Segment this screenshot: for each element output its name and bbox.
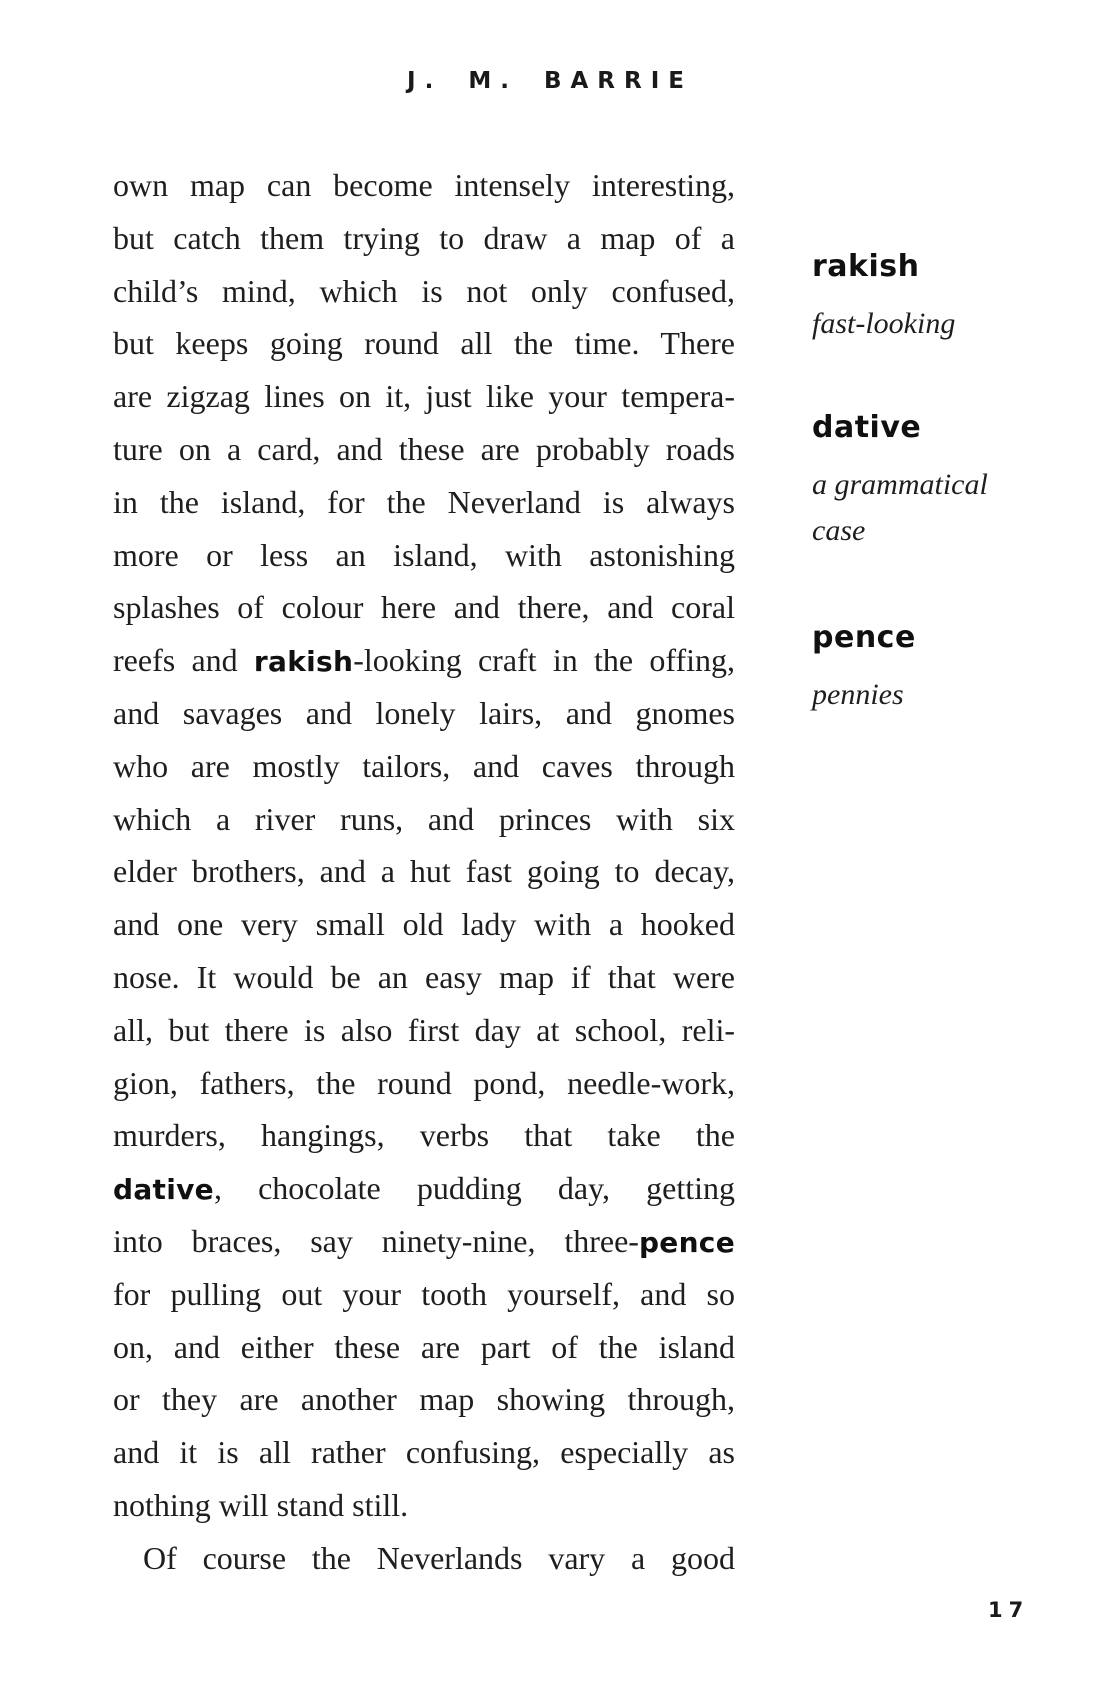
text-line — [113, 898, 735, 951]
glossary-definition: pennies — [812, 678, 904, 711]
glossary-term-inline: dative — [113, 1173, 214, 1207]
margin-note-pence — [812, 616, 1042, 718]
body-text-segment: and it is all rather confusing, especially as — [113, 1434, 735, 1471]
text-line — [113, 212, 735, 265]
body-text-segment: splashes of colour here and there, and coral — [113, 589, 735, 626]
body-text-segment: or they are another map showing through, — [113, 1381, 735, 1418]
body-text-segment: and one very small old lady with a hooked — [113, 906, 735, 943]
body-text-segment: are zigzag lines on it, just like your tempera- — [113, 378, 735, 415]
text-line — [113, 317, 735, 370]
body-text-segment: and savages and lonely lairs, and gnomes — [113, 694, 735, 731]
text-line — [113, 687, 735, 740]
glossary-definition: fast-looking — [812, 307, 956, 340]
running-header-author: J. M. BARRIE — [407, 68, 693, 94]
text-line — [113, 634, 735, 687]
text-line — [113, 1215, 735, 1268]
text-line — [113, 1004, 735, 1057]
body-text-segment: all, but there is also first day at school, reli- — [113, 1011, 735, 1048]
body-text-segment: elder brothers, and a hut fast going to decay, — [113, 853, 735, 890]
margin-note-dative — [812, 406, 1042, 554]
text-line — [113, 793, 735, 846]
text-line — [113, 740, 735, 793]
glossary-term: rakish — [812, 249, 920, 284]
glossary-term-inline: pence — [638, 1225, 735, 1259]
body-text-segment: reefs and — [113, 642, 254, 679]
text-line — [113, 845, 735, 898]
glossary-definition: a grammatical case — [812, 468, 988, 547]
page-number: 17 — [988, 1598, 1030, 1622]
body-text-segment: for pulling out your tooth yourself, and so — [113, 1275, 735, 1312]
margin-note-rakish — [812, 245, 1042, 347]
body-text-segment: on, and either these are part of the island — [113, 1328, 735, 1365]
text-line — [113, 1426, 735, 1479]
text-line — [113, 581, 735, 634]
text-line — [113, 1268, 735, 1321]
body-text-segment: child’s mind, which is not only confused, — [113, 272, 735, 309]
body-text-segment: , chocolate pudding day, getting — [213, 1170, 735, 1207]
glossary-term: pence — [812, 620, 916, 655]
body-text-segment: Of course the Neverlands vary a good — [143, 1539, 735, 1576]
body-text-segment: murders, hangings, verbs that take the — [113, 1117, 735, 1154]
text-line — [113, 370, 735, 423]
text-line — [113, 1373, 735, 1426]
body-text-segment: ture on a card, and these are probably roads — [113, 430, 735, 467]
body-text-segment: in the island, for the Neverland is always — [113, 483, 735, 520]
text-line — [113, 1479, 735, 1532]
body-text-segment: but catch them trying to draw a map of a — [113, 219, 735, 256]
body-text-segment: into braces, say ninety-nine, three- — [113, 1222, 639, 1259]
glossary-term-inline: rakish — [253, 645, 354, 679]
text-line — [113, 159, 735, 212]
body-text-segment: own map can become intensely interesting, — [113, 167, 735, 203]
text-line — [113, 1162, 735, 1215]
text-line — [113, 529, 735, 582]
text-line — [113, 423, 735, 476]
body-text-segment: nose. It would be an easy map if that were — [113, 958, 735, 995]
text-line — [113, 1057, 735, 1110]
body-text-segment: which a river runs, and princes with six — [113, 800, 735, 837]
text-line — [113, 1109, 735, 1162]
body-text-segment: who are mostly tailors, and caves through — [113, 747, 735, 784]
text-line — [113, 1321, 735, 1374]
body-text-segment: gion, fathers, the round pond, needle-work, — [113, 1064, 735, 1101]
text-line — [113, 951, 735, 1004]
body-text-segment: -looking craft in the offing, — [353, 642, 735, 679]
text-line — [113, 1532, 735, 1585]
body-text-segment: but keeps going round all the time. There — [113, 325, 735, 362]
body-text-segment: nothing will stand still. — [113, 1486, 409, 1523]
text-line — [113, 476, 735, 529]
body-text-segment: more or less an island, with astonishing — [113, 536, 735, 573]
body-text — [113, 159, 735, 1585]
glossary-term: dative — [812, 410, 922, 445]
text-line — [113, 265, 735, 318]
